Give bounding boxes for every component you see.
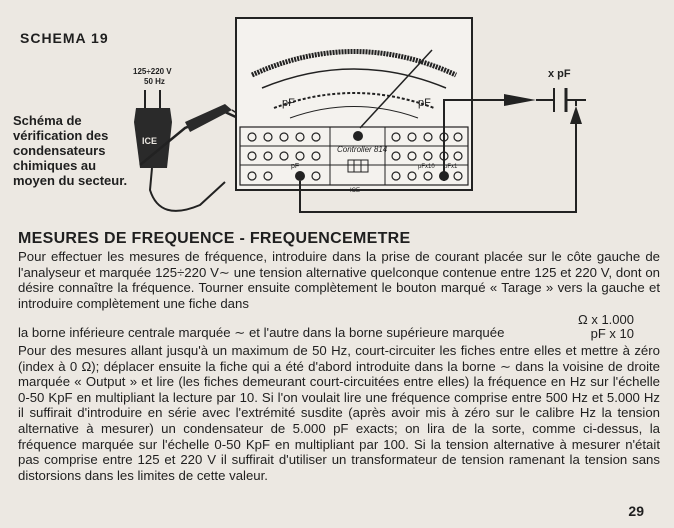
model-strip-label: ICE — [350, 188, 361, 194]
plug-frequency-label: 50 Hz — [144, 77, 165, 86]
paragraph-1: Pour effectuer les mesures de fréquence, introduire dans la prise de courant placée sur le côte gauche de l'analyseur et marquée 125÷220 V∼ une tension alternative quelconque contenue entre 125 et 220 V, dont on désire connaître la fréquence. Tourner ensuite complètement le bouton marqué « Tarage » vers la gauche et introduire complètement une fiche dans — [18, 249, 660, 311]
section-title: MESURES DE FREQUENCE - FREQUENCEMETRE — [18, 230, 411, 247]
paragraph-2: Pour des mesures allant jusqu'à un maximum de 50 Hz, court-circuiter les fiches entre elles et mettre à zéro (index à 0 Ω); déplacer ensuite la fiche qui a été d'abord introduite dans la borne ∼ dans la voisine de droite marquée « Output » et lire (les fiches demeurant court-circuitées entre elles) la fréquence en Hz sur l'échelle 0-50 KpF en multipliant la lecture par 10. Si l'on voulait lire une fréquence comprise entre 500 Hz et 5.000 Hz il suffirait d'introduire en série avec l'extrémité susdite (après avoir mis à zéro sur le calibre Hz la tension alternative à mesurer) un condensateur de 5.000 pF exacts; on lira de la sorte, comme ci-dessus, la fréquence marquée sur l'échelle 0-50 KpF en multipliant par 100. Si la tension alternative à mesurer n'était pas comprise entre 125 et 220 V il suffirait d'utiliser un transformateur de tension ramenant la tension sans distorsions dans les limites de cette valeur. — [18, 343, 660, 483]
mains-plug — [133, 67, 225, 211]
meter-brand-label: Controller 814 — [337, 145, 388, 154]
plug-voltage-label: 125÷220 V — [133, 67, 172, 76]
plug-brand-label: ICE — [142, 136, 158, 146]
fraction-label — [578, 313, 634, 341]
meter-pf-left-label: pF — [282, 97, 295, 109]
fraction-bottom: pF x 10 — [590, 326, 634, 341]
socket-pf-label: pF — [291, 163, 300, 170]
page-number: 29 — [628, 503, 644, 519]
schema-title: SCHEMA 19 — [20, 30, 109, 46]
capacitor-under-test — [548, 68, 586, 112]
diagram-caption: Schéma de vérification des condensateurs chimiques au moyen du secteur. — [13, 113, 128, 188]
fraction-top: Ω x 1.000 — [578, 312, 634, 327]
meter-pf-right-label: pF — [418, 97, 431, 109]
capacitor-label: x pF — [548, 68, 571, 80]
socket-pfx1-label: pFx1 — [444, 164, 458, 170]
paragraph-1-end: la borne inférieure centrale marquée ∼ et l'autre dans la borne supérieure marquée — [18, 325, 505, 340]
socket-pfx10-label: pFx10 — [418, 164, 435, 170]
analyzer-meter — [236, 18, 472, 194]
